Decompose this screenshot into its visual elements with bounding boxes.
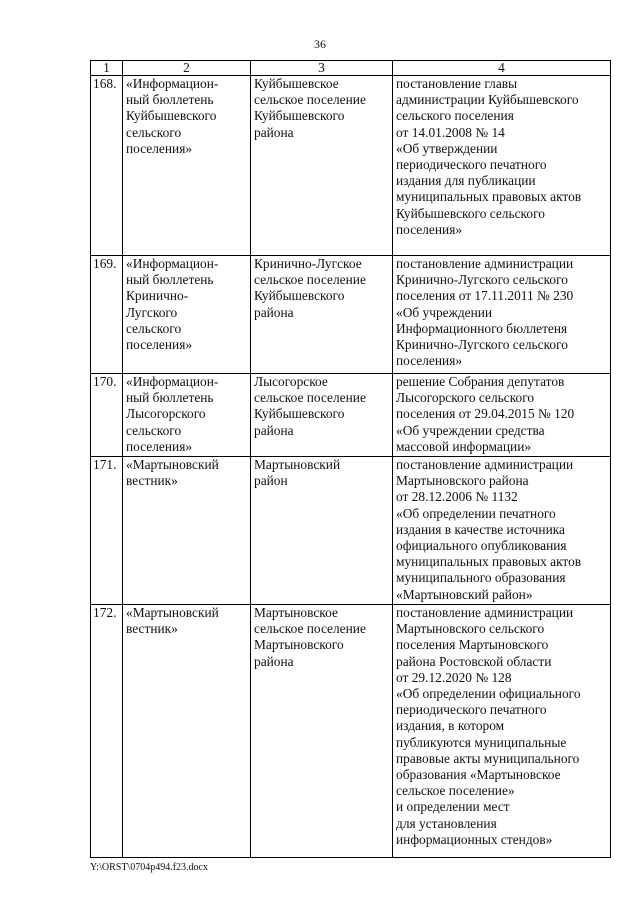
column-header: 3	[251, 61, 393, 76]
table-row	[91, 457, 611, 605]
municipal-area: Мартыновское сельское поселение Мартыновского района	[251, 605, 393, 858]
founding-document: постановление администрации Кринично-Лугского сельского поселения от 17.11.2011 № 230 «Об учреждении Информационного бюллетеня Кринично-Лугского сельского поселения»	[393, 256, 611, 374]
table-row	[91, 76, 611, 256]
row-number: 168.	[91, 76, 123, 256]
row-number: 170.	[91, 374, 123, 457]
table-row	[91, 605, 611, 858]
founding-document: постановление администрации Мартыновского сельского поселения Мартыновского района Ростовской области от 29.12.2020 № 128 «Об определении официального периодического печатного издания, в котором публикуются муниципальные правовые акты муниципального образования «Мартыновское сельское поселение» и определении мест для установления информационных стендов»	[393, 605, 611, 858]
founding-document: постановление администрации Мартыновского района от 28.12.2006 № 1132 «Об определении печатного издания в качестве источника официального опубликования муниципальных правовых актов муниципального образования «Мартыновский район»	[393, 457, 611, 605]
table-row	[91, 256, 611, 374]
municipal-area: Лысогорское сельское поселение Куйбышевского района	[251, 374, 393, 457]
column-header: 2	[123, 61, 251, 76]
registry-table	[90, 60, 611, 858]
table-row	[91, 374, 611, 457]
column-header: 4	[393, 61, 611, 76]
municipal-area: Мартыновский район	[251, 457, 393, 605]
table-header-row	[91, 61, 611, 76]
founding-document: решение Собрания депутатов Лысогорского сельского поселения от 29.04.2015 № 120 «Об учреждении средства массовой информации»	[393, 374, 611, 457]
publication-title: «Информацион- ный бюллетень Кринично- Лугского сельского поселения»	[123, 256, 251, 374]
publication-title: «Мартыновский вестник»	[123, 457, 251, 605]
column-header: 1	[91, 61, 123, 76]
file-path-footer: Y:\ORST\0704p494.f23.docx	[90, 862, 208, 873]
publication-title: «Информацион- ный бюллетень Лысогорского сельского поселения»	[123, 374, 251, 457]
municipal-area: Куйбышевское сельское поселение Куйбышевского района	[251, 76, 393, 256]
row-number: 169.	[91, 256, 123, 374]
row-number: 172.	[91, 605, 123, 858]
founding-document: постановление главы администрации Куйбышевского сельского поселения от 14.01.2008 № 14 «Об утверждении периодического печатного издания для публикации муниципальных правовых актов Куйбышевского сельского поселения»	[393, 76, 611, 256]
publication-title: «Информацион- ный бюллетень Куйбышевского сельского поселения»	[123, 76, 251, 256]
municipal-area: Кринично-Лугское сельское поселение Куйбышевского района	[251, 256, 393, 374]
publication-title: «Мартыновский вестник»	[123, 605, 251, 858]
row-number: 171.	[91, 457, 123, 605]
page-number: 36	[314, 37, 326, 51]
